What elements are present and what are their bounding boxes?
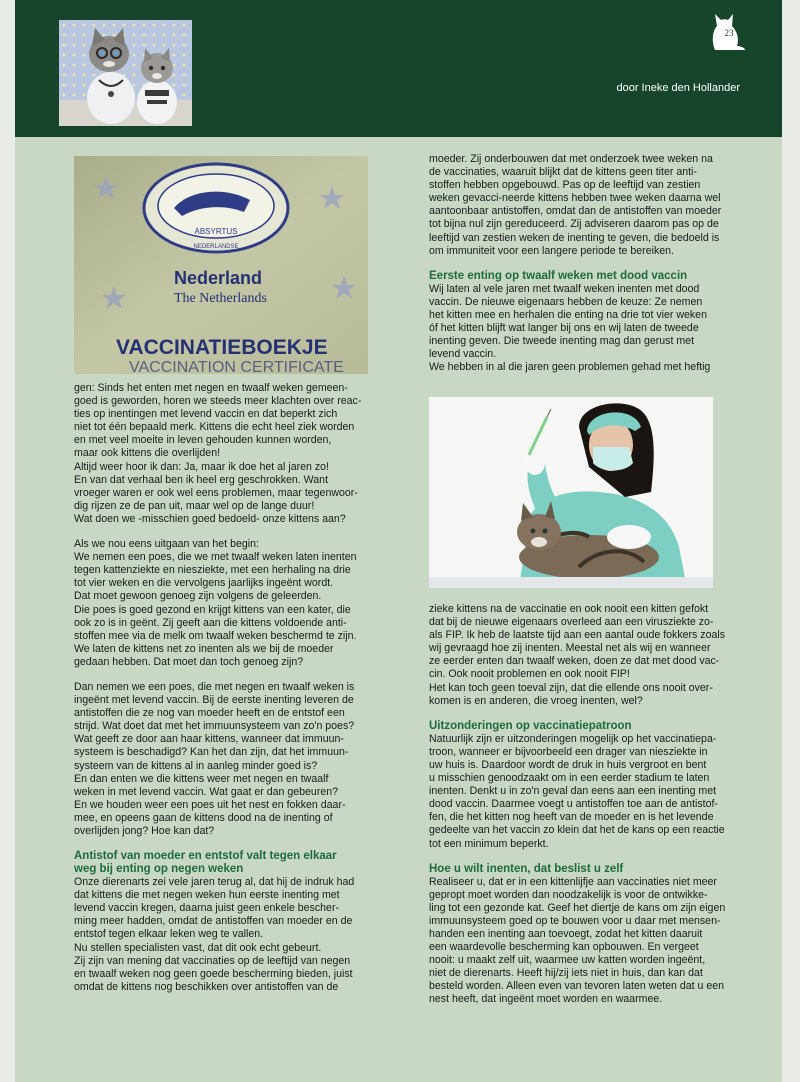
paragraph: Dan nemen we een poes, die met negen en twaalf weken is ingeënt met levend vaccin. Bij de eerste inenting leveren de antistoffen die ze nog van moeder heeft en de entstof een strijd. Wat doet dat met het immuunsysteem van zo'n poes? Wat geeft ze door aan haar kittens, wanneer dat immuun- systeem is beschadigd? Kan het dan zijn, dat het immuun- systeem van de kittens al in aanleg minder goed is? En dan enten we die kittens weer met negen en twaalf weken in met levend vaccin. Wat gaat er dan gebeuren? En we houden weer een poes uit het nest en fokken daar- mee, en opeens gaan de kittens dood na de inenting of overlijden jong? Hoe kan dat? [74, 680, 355, 837]
kittens-doctor-photo [59, 20, 192, 126]
section-heading: Uitzonderingen op vaccinatiepatroon [429, 719, 632, 732]
paragraph: Als we nou eens uitgaan van het begin: We nemen een poes, die we met twaalf weken laten inenten tegen kattenziekte en niesziekte, met een herhaling na drie tot vier weken en die vervolgens jaarlijks ingeënt wordt. Dat moet gewoon genoeg zijn volgens de geleerden. Die poes is goed gezond en krijgt kittens van een kater, die ook zo is in geënt. Zij geeft aan die kittens voldoende anti- stoffen mee via de melk om twaalf weken beschermd te zijn. We laten de kittens net zo inenten als we bij de moeder gedaan hebben. Dat moet dan toch genoeg zijn? [74, 538, 357, 668]
section-heading: Antistof van moeder en entstof valt tegen elkaar weg bij enting op negen weken [74, 850, 337, 876]
booklet-subtitle: VACCINATION CERTIFICATE [129, 359, 344, 374]
paragraph: Wij laten al vele jaren met twaalf weken inenten met dood vaccin. De nieuwe eigenaars hebben de keuze: Ze nemen het kitten mee en herhalen die enting na drie tot vier weken óf het kitten blijft wat langer bij ons en wij laten de tweede inenting geven. Die tweede inenting mag dan gerust met levend vaccin. We hebben in al die jaren geen problemen gehad met heftig [429, 282, 711, 374]
seal-text: ABSYRTUS [194, 227, 238, 236]
paragraph: gen: Sinds het enten met negen en twaalf weken gemeen- goed is geworden, horen we steeds meer klachten over reac- ties op inentingen met levend vaccin en dat beperkt zich niet tot één bepaald merk. Kittens die echt heel ziek worden en met veel moeite in leven gehouden kunnen worden, maar ook kittens die overlijden! Altijd weer hoor ik dan: Ja, maar ik doe het al jaren zo! En van dat verhaal ben ik heel erg geschrokken. Want vroeger waren er ook wel eens problemen, maar tegenwoor- dig rijzen ze de pan uit, maar wel op de lange duur! Wat doen we -misschien goed bedoeld- onze kittens aan? [74, 382, 362, 525]
page-number-badge [707, 10, 747, 52]
section-heading: Eerste enting op twaalf weken met dood vaccin [429, 269, 688, 282]
right-column-bottom [429, 603, 739, 1007]
author-byline: door Ineke den Hollander [616, 82, 740, 94]
seal-arc-text: NEDERLANDSE [193, 244, 239, 250]
left-column [74, 382, 374, 994]
paragraph: Onze dierenarts zei vele jaren terug al, dat hij de indruk had dat kittens die met negen weken hun eerste inenting met levend vaccin kregen, daarna juist geen enkele bescher- ming meer hadden, omdat de antistoffen van moeder en de entstof tegen elkaar leken weg te vallen. Nu stellen specialisten vast, dat dit ook echt gebeurt. Zij zijn van mening dat vaccinaties op de leeftijd van negen en twaalf weken nog geen goede bescherming bieden, juist omdat de kittens nog beschikken over antistoffen van de [74, 876, 355, 993]
vet-vaccinating-cat-photo [429, 397, 713, 588]
page-header [15, 0, 782, 137]
page-number: 23 [724, 28, 734, 38]
paragraph: zieke kittens na de vaccinatie en ook nooit een kitten gefokt dat bij de nieuwe eigenaars overleed aan een virusziekte zo- als FIP. Ik heb de laatste tijd aan een aantal oude fokkers zoals wij gevraagd hoe zij inenten. Meestal net als wij en wanneer ze eerder enten dan twaalf weken, doen ze dat met dood vac- cin. Ook nooit problemen en ook nooit FIP! Het kan toch geen toeval zijn, dat die ellende ons nooit over- komen is en anderen, die vroeg inenten, wel? [429, 603, 726, 707]
right-column-top [429, 153, 739, 374]
booklet-country-en: The Netherlands [174, 291, 267, 306]
section-heading: Hoe u wilt inenten, dat beslist u zelf [429, 862, 624, 875]
magazine-page [15, 0, 782, 1082]
vaccination-booklet-photo [74, 156, 368, 374]
booklet-country: Nederland [174, 268, 263, 288]
paragraph: Realiseer u, dat er in een kittenlijfje aan vaccinaties niet meer gepropt moet worden dan noodzakelijk is voor de ontwikke- ling tot een gezonde kat. Geef het diertje de kans om zijn eigen immuunsysteem goed op te bouwen voor u daar met mensen- handen een inenting aan toevoegt, zodat het kitten daaruit een waardevolle bescherming kan opbouwen. En vergeet nooit: u maakt zelf uit, waarmee uw katten worden ingeënt, niet de dierenarts. Heeft hij/zij iets niet in huis, dan kan dat besteld worden. Alleen even van tevoren laten weten dat u een nest heeft, dat ingeënt moet worden en waarmee. [429, 875, 726, 1006]
paragraph: moeder. Zij onderbouwen dat met onderzoek twee weken na de vaccinaties, waaruit blijkt dat de kittens geen titer anti- stoffen hebben opgebouwd. Pas op de leeftijd van zestien weken gevacci-neerde kittens hebben twee weken daarna wel aantoonbaar antistoffen, omdat dan de antistoffen van moeder tot bijna nul zijn gereduceerd. Zij adviseren daarom pas op de leeftijd van zestien weken de inenting te geven, die bedoeld is om immuniteit voor een langere periode te bereiken. [429, 153, 722, 257]
paragraph: Natuurlijk zijn er uitzonderingen mogelijk op het vaccinatiepa- troon, wanneer er bijvoorbeeld een drager van niesziekte in uw huis is. Daardoor wordt de druk in huis vergroot en bent u misschien genoodzaakt om in een eerder stadium te laten inenten. Denkt u in zo'n geval dan eens aan een inenting met dood vaccin. Daarmee voegt u antistoffen toe aan de antistof- fen, die het kitten nog heeft van de moeder en is het levende gedeelte van het vaccin zo klein dat het de kans op een reactie tot een minimum beperkt. [429, 732, 725, 850]
booklet-title: VACCINATIEBOEKJE [116, 336, 328, 359]
